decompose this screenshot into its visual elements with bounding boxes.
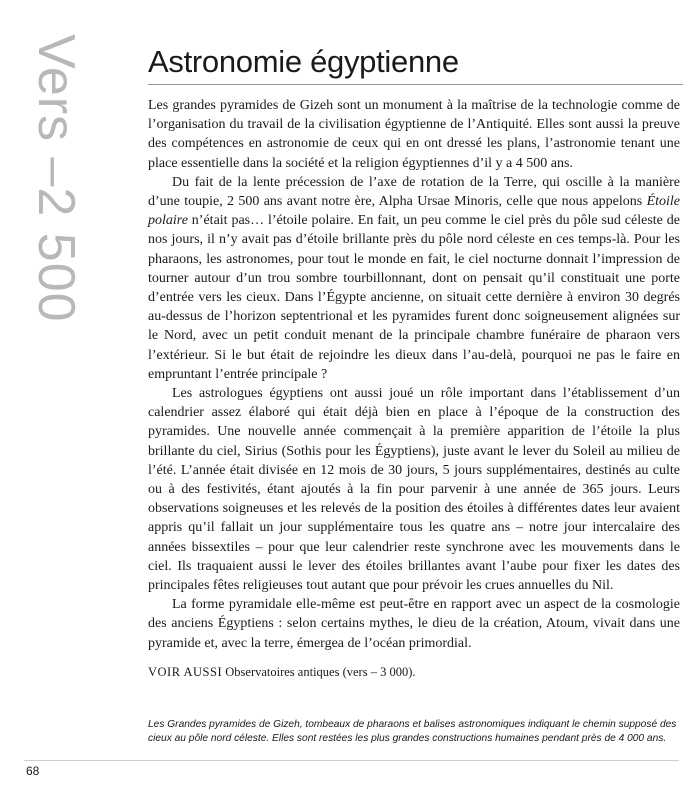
paragraph-2-part-a: Du fait de la lente précession de l’axe de rotation de la Terre, qui oscille à la manière d’une toupie, 2 500 ans avant notre ère, Alpha Ursae Minoris, celle que nous appelons (148, 174, 680, 210)
paragraph-2-italic-term: Étoile polaire (148, 194, 680, 229)
see-also (148, 663, 680, 682)
chapter-date-label (28, 34, 88, 364)
paragraph-2-part-b: n’était pas… l’étoile polaire. En fait, un peu comme le ciel près du pôle sud céleste de nos jours, il n’y avait pas d’étoile brillante près du pôle nord céleste en ces temps-là. Pour les pharaons, les astronomes, pour tout le monde en fait, le ciel nocturne donnait l’impression de tourner autour d’un trou sombre tourbillonnant, dont on pensait qu’il constituait une porte d’entrée vers les cieux. Dans l’Égypte ancienne, on situait cette dernière à environ 30 degrés au-dessus de l’horizon septentrional et les pyramides furent donc soigneusement alignées sur le Nord, avec un petit conduit menant de la principale chambre funéraire de pharaon vers l’extérieur. Si le but était de rejoindre les dieux dans l’au-delà, pourquoi ne pas le faire en empruntant l’entrée principale ? (148, 213, 680, 382)
chapter-date-text: Vers –2 500 (27, 34, 85, 323)
see-also-reference: Observatoires antiques (vers – 3 000). (222, 664, 416, 679)
paragraph-1: Les grandes pyramides de Gizeh sont un monument à la maîtrise de la technologie comme de l’organisation du travail de la civilisation égyptienne de l’Antiquité. Elles sont aussi la preuve des compétences en astronomie de ceux qui en ont dressé les plans, l’astronomie tenant une place essentielle dans la société et la religion égyptiennes d’il y a 4 500 ans. (148, 98, 680, 171)
footer-divider (24, 760, 679, 761)
paragraph-4: La forme pyramidale elle-même est peut-être en rapport avec un aspect de la cosmologie des anciens Égyptiens : selon certains mythes, le dieu de la création, Atoum, vivait dans une pyramide et, avec la terre, émergea de l’océan primordial. (148, 597, 680, 651)
page-title: Astronomie égyptienne (148, 44, 459, 79)
figure-caption: Les Grandes pyramides de Gizeh, tombeaux de pharaons et balises astronomiques indiquant le chemin supposé des cieux au pôle nord céleste. Elles sont restées les plus grandes constructions humaines pendant près de 4 000 ans. (148, 719, 677, 744)
page-number: 68 (26, 764, 40, 778)
see-also-label: VOIR AUSSI (148, 664, 223, 679)
article-body (148, 96, 680, 682)
paragraph-2 (148, 173, 680, 384)
paragraph-3: Les astrologues égyptiens ont aussi joué un rôle important dans l’établissement d’un calendrier assez élaboré qui était déjà bien en place à l’époque de la construction des pyramides. Une nouvelle année commençait à la première apparition de l’étoile la plus brillante du ciel, Sirius (Sothis pour les Égyptiens), juste avant le lever du Soleil au milieu de l’été. L’année était divisée en 12 mois de 30 jours, 5 jours supplémentaires, destinés au culte ou à des festivités, étant ajoutés à la fin pour parvenir à une année de 365 jours. Leurs observations soigneuses et les relevés de la position des étoiles à différentes dates leur avaient appris qu’il fallait un jour supplémentaire tous les quatre ans – notre jour intercalaire des années bissextiles – pour que leur calendrier reste synchrone avec les mouvements dans le ciel. Ils traquaient aussi le lever des étoiles brillantes avant l’aube pour fixer les dates des principales fêtes religieuses tout autant que pour prévoir les crues annuelles du Nil. (148, 386, 680, 594)
title-divider (148, 84, 683, 85)
